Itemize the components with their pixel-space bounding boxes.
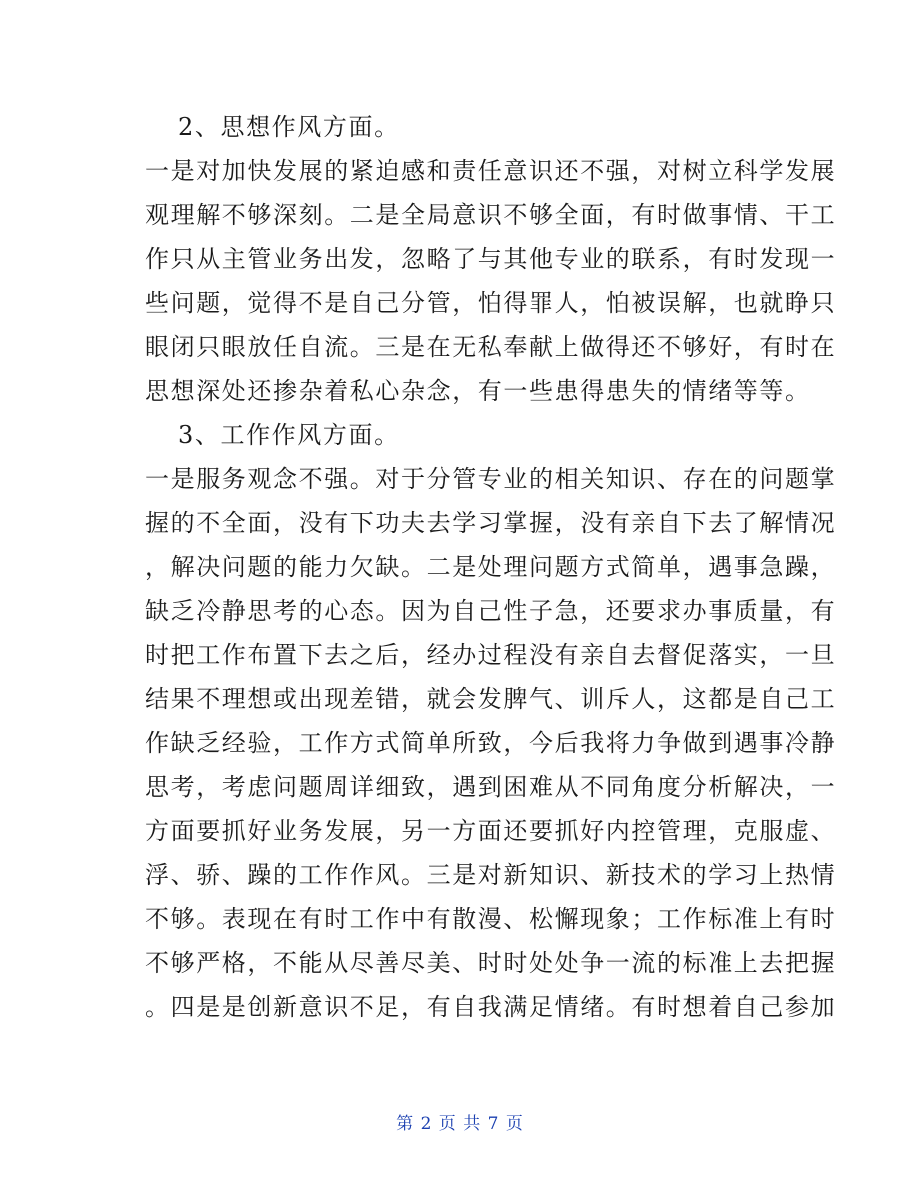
- body-line: 一是对加快发展的紧迫感和责任意识还不强，对树立科学发展: [145, 157, 837, 185]
- body-line: 不够。表现在有时工作中有散漫、松懈现象；工作标准上有时: [145, 905, 837, 933]
- body-line: 。四是是创新意识不足，有自我满足情绪。有时想着自己参加: [145, 993, 837, 1021]
- body-line: 不够严格，不能从尽善尽美、时时处处争一流的标准上去把握: [145, 949, 837, 977]
- body-line: 握的不全面，没有下功夫去学习掌握，没有亲自下去了解情况: [145, 509, 837, 537]
- body-line: 思考，考虑问题周详细致，遇到困难从不同角度分析解决，一: [145, 773, 837, 801]
- page-number-footer: 第 2 页 共 7 页: [396, 1114, 524, 1134]
- body-line: 些问题，觉得不是自己分管，怕得罪人，怕被误解，也就睁只: [145, 289, 837, 317]
- body-line: 一是服务观念不强。对于分管专业的相关知识、存在的问题掌: [145, 465, 837, 493]
- body-line: 时把工作布置下去之后，经办过程没有亲自去督促落实，一旦: [145, 641, 837, 669]
- section-heading-work-style: 3、工作作风方面。: [178, 421, 400, 449]
- body-line: 缺乏冷静思考的心态。因为自己性子急，还要求办事质量，有: [145, 597, 837, 625]
- body-line: 作只从主管业务出发，忽略了与其他专业的联系，有时发现一: [145, 245, 837, 273]
- body-line: 作缺乏经验，工作方式简单所致，今后我将力争做到遇事冷静: [145, 729, 837, 757]
- body-line: 方面要抓好业务发展，另一方面还要抓好内控管理，克服虚、: [145, 817, 837, 845]
- section-heading-thought-style: 2、思想作风方面。: [178, 113, 400, 141]
- body-line: 结果不理想或出现差错，就会发脾气、训斥人，这都是自己工: [145, 685, 837, 713]
- body-line: 观理解不够深刻。二是全局意识不够全面，有时做事情、干工: [145, 201, 837, 229]
- body-line: 思想深处还掺杂着私心杂念，有一些患得患失的情绪等等。: [145, 377, 811, 405]
- body-line: 浮、骄、躁的工作作风。三是对新知识、新技术的学习上热情: [145, 861, 837, 889]
- body-line: ，解决问题的能力欠缺。二是处理问题方式简单，遇事急躁，: [145, 553, 837, 581]
- body-line: 眼闭只眼放任自流。三是在无私奉献上做得还不够好，有时在: [145, 333, 837, 361]
